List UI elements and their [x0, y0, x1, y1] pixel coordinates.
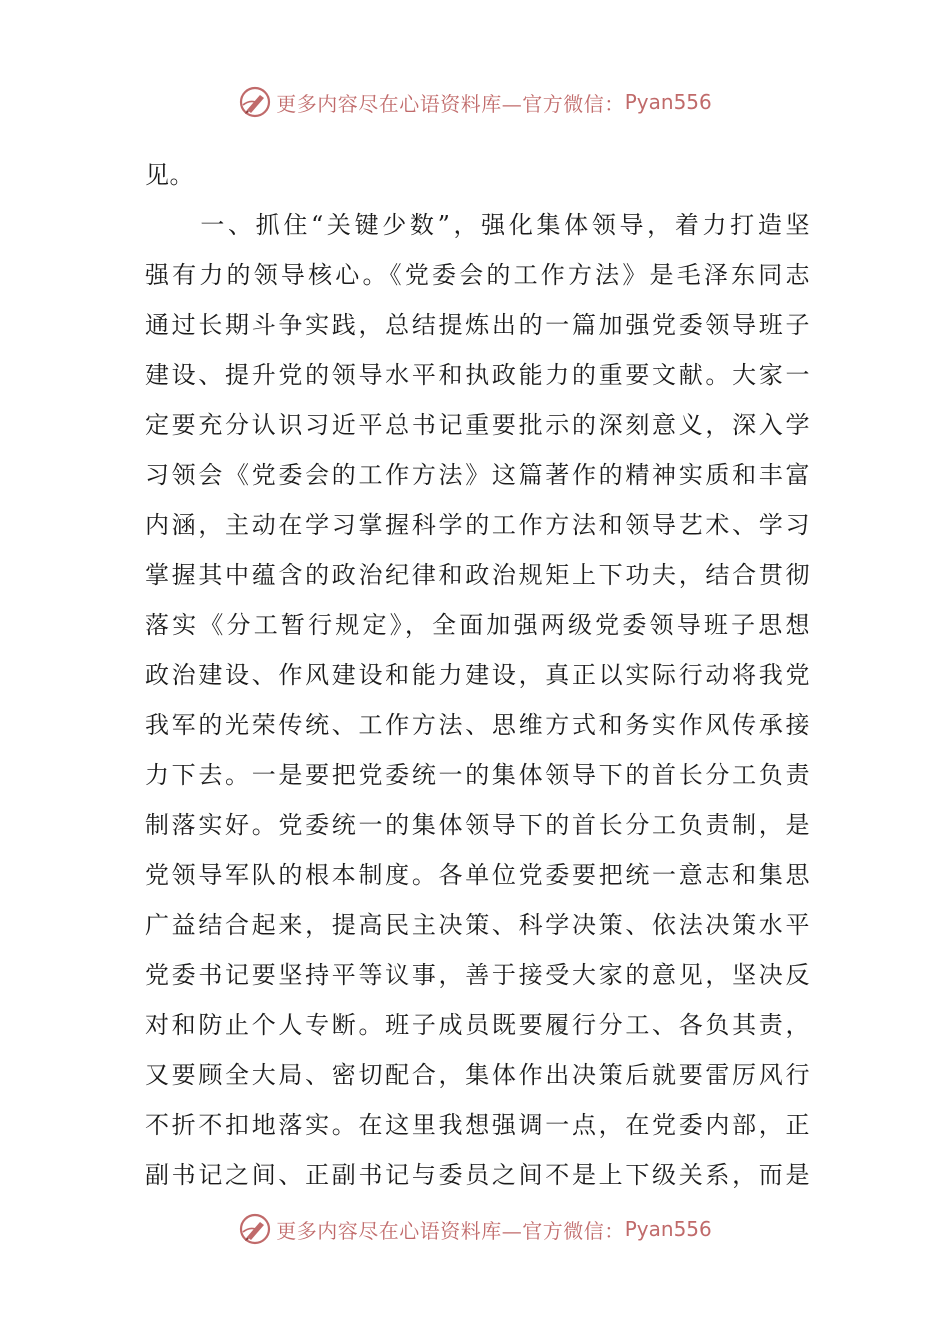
text-line: 强有力的领导核心。《党委会的工作方法》是毛泽东同志 — [145, 261, 810, 289]
text-line: 广益结合起来，提高民主决策、科学决策、依法决策水平 — [145, 911, 810, 939]
pen-logo-icon — [238, 85, 272, 119]
text-line: 一、抓住“关键少数”，强化集体领导，着力打造坚 — [145, 211, 810, 239]
text-line: 内涵，主动在学习掌握科学的工作方法和领导艺术、学习 — [145, 511, 810, 539]
header-banner — [0, 84, 950, 120]
text-line: 我军的光荣传统、工作方法、思维方式和务实作风传承接 — [145, 711, 810, 739]
header-brand-text: 更多内容尽在心语资料库—官方微信： — [276, 91, 625, 116]
text-line: 建设、提升党的领导水平和执政能力的重要文献。大家一 — [145, 361, 810, 389]
text-line: 制落实好。党委统一的集体领导下的首长分工负责制，是 — [145, 811, 810, 839]
text-line: 不折不扣地落实。在这里我想强调一点，在党委内部，正 — [145, 1111, 810, 1139]
footer-wechat-id: Pyan556 — [624, 1217, 712, 1241]
text-line: 定要充分认识习近平总书记重要批示的深刻意义，深入学 — [145, 411, 810, 439]
text-line: 通过长期斗争实践，总结提炼出的一篇加强党委领导班子 — [145, 311, 810, 339]
footer-banner — [0, 1211, 950, 1247]
text-line: 掌握其中蕴含的政治纪律和政治规矩上下功夫，结合贯彻 — [145, 561, 810, 589]
text-line: 落实《分工暂行规定》，全面加强两级党委领导班子思想 — [145, 611, 810, 639]
text-line: 又要顾全大局、密切配合，集体作出决策后就要雷厉风行 — [145, 1061, 810, 1089]
text-line: 习领会《党委会的工作方法》这篇著作的精神实质和丰富 — [145, 461, 810, 489]
text-line: 副书记之间、正副书记与委员之间不是上下级关系，而是 — [145, 1161, 810, 1189]
text-line: 党领导军队的根本制度。各单位党委要把统一意志和集思 — [145, 861, 810, 889]
text-line: 见。 — [145, 161, 194, 189]
text-line: 对和防止个人专断。班子成员既要履行分工、各负其责， — [145, 1011, 810, 1039]
footer-brand-text: 更多内容尽在心语资料库—官方微信： — [276, 1218, 625, 1243]
pen-logo-icon — [238, 1212, 272, 1246]
document-body — [145, 150, 810, 1200]
text-line: 力下去。一是要把党委统一的集体领导下的首长分工负责 — [145, 761, 810, 789]
text-line: 党委书记要坚持平等议事，善于接受大家的意见，坚决反 — [145, 961, 810, 989]
header-wechat-id: Pyan556 — [624, 90, 712, 114]
text-line: 政治建设、作风建设和能力建设，真正以实际行动将我党 — [145, 661, 810, 689]
